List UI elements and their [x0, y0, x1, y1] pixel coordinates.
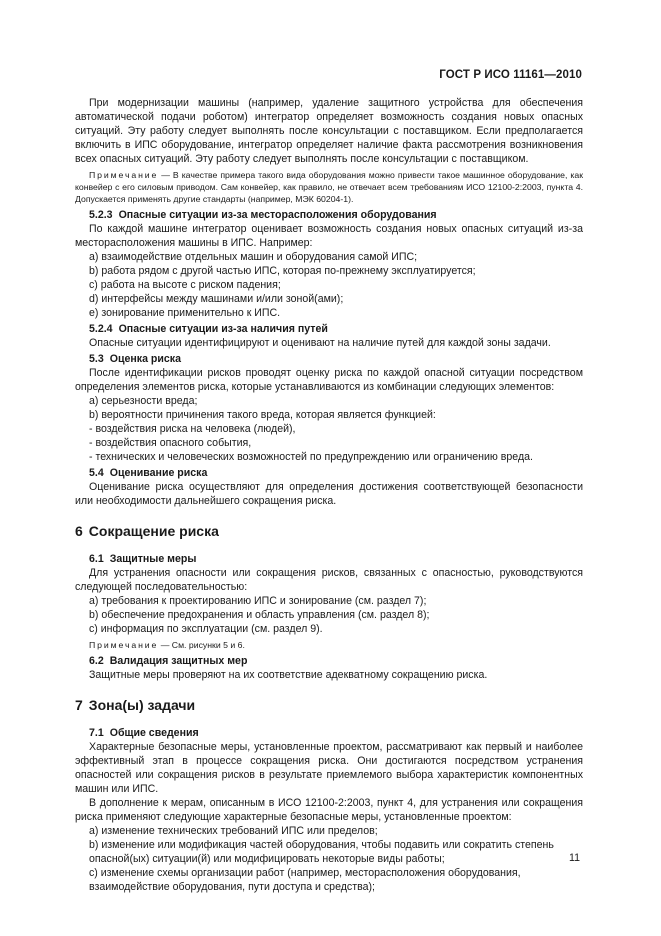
list-item: - воздействия риска на человека (людей),: [89, 423, 296, 435]
note-label: Примечание: [89, 640, 159, 650]
note: [75, 169, 583, 205]
paragraph: Опасные ситуации идентифицируют и оценивают на наличие путей для каждой зоны задачи.: [89, 337, 551, 349]
paragraph: При модернизации машины (например, удаление защитного устройства для обеспечения автоматической подачи роботом) интегратор определяет возможность создания новых опасных ситуаций. Эту работу следует выполнять после консультации с поставщиком. Если предполагается включить в ИПС оборудование, интегратор определяет наличие факта рассмотрения возникновения всех опасных ситуаций. Эту работу следует выполнять после консультации с поставщиком.: [75, 97, 583, 165]
list-item: c) работа на высоте с риском падения;: [89, 279, 281, 291]
section-heading-5-4: 5.4 Оценивание риска: [89, 467, 208, 479]
section-heading-7-1: 7.1 Общие сведения: [89, 727, 199, 739]
list-item: - воздействия опасного события,: [89, 437, 252, 449]
note-label: Примечание: [89, 170, 159, 180]
list-item: - технических и человеческих возможностей по предупреждению или ограничению вреда.: [89, 451, 533, 463]
paragraph: Для устранения опасности или сокращения рисков, связанных с опасностью, руководствуются следующей последовательностью:: [75, 567, 583, 593]
list-item: b) изменение или модификация частей оборудования, чтобы подавить или сократить степень опасной(ых) ситуации(й) или модифицировать некоторые виды работы;: [89, 839, 554, 865]
section-heading-5-2-4: 5.2.4 Опасные ситуации из-за наличия путей: [89, 323, 328, 335]
list-item: e) зонирование применительно к ИПС.: [89, 307, 281, 319]
list-item: c) изменение схемы организации работ (например, месторасположения оборудования, взаимодействие оборудования, пути доступа и средства);: [89, 867, 521, 893]
list-item: a) взаимодействие отдельных машин и оборудования самой ИПС;: [89, 251, 418, 263]
paragraph: В дополнение к мерам, описанным в ИСО 12100-2:2003, пункт 4, для устранения или сокращения риска применяют следующие характерные безопасные меры, установленные проектом:: [75, 797, 583, 823]
section-heading-5-3: 5.3 Оценка риска: [89, 353, 181, 365]
paragraph: После идентификации рисков проводят оценку риска по каждой опасной ситуации посредством определения элементов риска, которые устанавливаются из комбинации следующих элементов:: [75, 367, 583, 393]
list-item: a) требования к проектированию ИПС и зонирование (см. раздел 7);: [89, 595, 427, 607]
paragraph: По каждой машине интегратор оценивает возможность создания новых опасных ситуаций из-за месторасположения машины в ИПС. Например:: [75, 223, 583, 249]
list-item: c) информация по эксплуатации (см. раздел 9).: [89, 623, 323, 635]
paragraph: Оценивание риска осуществляют для определения достижения соответствующей безопасности или необходимости дальнейшего сокращения риска.: [75, 481, 583, 507]
list-item: b) работа рядом с другой частью ИПС, которая по-прежнему эксплуатируется;: [89, 265, 476, 277]
paragraph: Характерные безопасные меры, установленные проектом, рассматривают как первый и наиболее эффективный этап в процессе сокращения риска. Они достигаются посредством устранения опасностей или сокращения рисков в результате приемлемого выбора характеристик компонентных машин или ИПС.: [75, 741, 583, 795]
note-text: — См. рисунки 5 и 6.: [158, 640, 245, 650]
list-item: b) вероятности причинения такого вреда, которая является функцией:: [89, 409, 436, 421]
section-heading-7: 7 Зона(ы) задачи: [75, 697, 196, 713]
note-text: — В качестве примера такого вида оборудования можно привести такое машинное оборудование, как конвейер с его силовым приводом. Сам конвейер, как правило, не отвечает всем требованиям ИСО 12100-2:2003, пункта 4. Допускается применять другие стандарты (например, МЭК 60204-1).: [75, 170, 583, 204]
section-heading-6: 6 Сокращение риска: [75, 523, 219, 539]
list-item: b) обеспечение предохранения и область управления (см. раздел 8);: [89, 609, 430, 621]
list-item: a) серьезности вреда;: [89, 395, 198, 407]
paragraph: Защитные меры проверяют на их соответствие адекватному сокращению риска.: [89, 669, 488, 681]
list-item: a) изменение технических требований ИПС или пределов;: [89, 825, 378, 837]
section-heading-6-2: 6.2 Валидация защитных мер: [89, 655, 248, 667]
list-item: d) интерфейсы между машинами и/или зоной(ами);: [89, 293, 344, 305]
section-heading-5-2-3: 5.2.3 Опасные ситуации из-за месторасположения оборудования: [89, 209, 437, 221]
document-header: ГОСТ Р ИСО 11161—2010: [439, 69, 582, 81]
page-number: 11: [569, 852, 580, 864]
note: [75, 639, 583, 651]
section-heading-6-1: 6.1 Защитные меры: [89, 553, 197, 565]
document-body: [75, 96, 583, 894]
